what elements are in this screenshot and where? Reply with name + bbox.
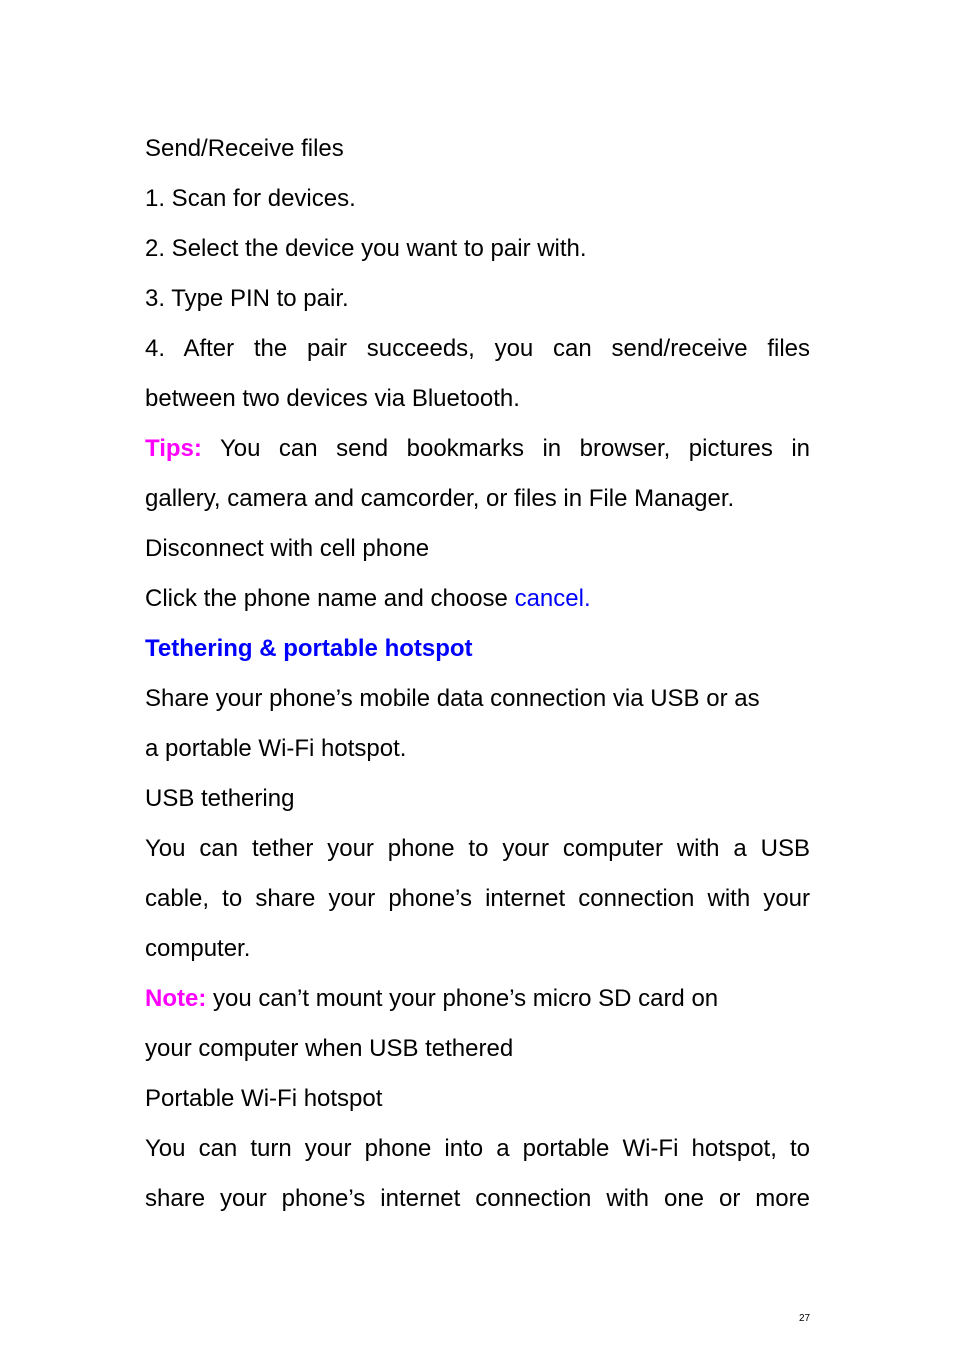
note-label: Note: (145, 985, 207, 1012)
tethering-intro-line-1: Share your phone’s mobile data connection via USB or as (145, 685, 760, 712)
tips-line-1 (145, 424, 810, 474)
page-number: 27 (799, 1313, 811, 1324)
usb-tethering-line-1: You can tether your phone to your computer with a USB (145, 835, 810, 862)
tethering-intro-line-2: a portable Wi-Fi hotspot. (145, 735, 407, 762)
section-heading-tethering: Tethering & portable hotspot (145, 635, 473, 662)
tips-line-2: gallery, camera and camcorder, or files in File Manager. (145, 485, 735, 512)
hotspot-line-2: share your phone’s internet connection with one or more (145, 1185, 810, 1212)
step-4-line-2: between two devices via Bluetooth. (145, 385, 520, 412)
usb-tethering-line-3: computer. (145, 935, 251, 962)
note-line-1 (145, 974, 810, 1024)
document-page (145, 124, 810, 1224)
subheading-send-receive-files: Send/Receive files (145, 135, 344, 162)
disconnect-instruction (145, 574, 810, 624)
subheading-portable-hotspot: Portable Wi-Fi hotspot (145, 1085, 383, 1112)
subheading-disconnect: Disconnect with cell phone (145, 535, 430, 562)
step-1: 1. Scan for devices. (145, 185, 356, 212)
note-line-2: your computer when USB tethered (145, 1035, 514, 1062)
tips-label: Tips: (145, 435, 202, 462)
cancel-link: cancel. (514, 585, 591, 612)
tips-text: You can send bookmarks in browser, pictures in (201, 435, 810, 462)
usb-tethering-line-2: cable, to share your phone’s internet connection with your (145, 885, 810, 912)
hotspot-line-1: You can turn your phone into a portable Wi-Fi hotspot, to (145, 1135, 810, 1162)
step-2: 2. Select the device you want to pair with. (145, 235, 587, 262)
note-text: you can’t mount your phone’s micro SD card on (206, 985, 719, 1012)
disconnect-text: Click the phone name and choose (145, 585, 515, 612)
step-4-line-1: 4. After the pair succeeds, you can send/receive files (145, 335, 810, 362)
step-3: 3. Type PIN to pair. (145, 285, 349, 312)
subheading-usb-tethering: USB tethering (145, 785, 295, 812)
